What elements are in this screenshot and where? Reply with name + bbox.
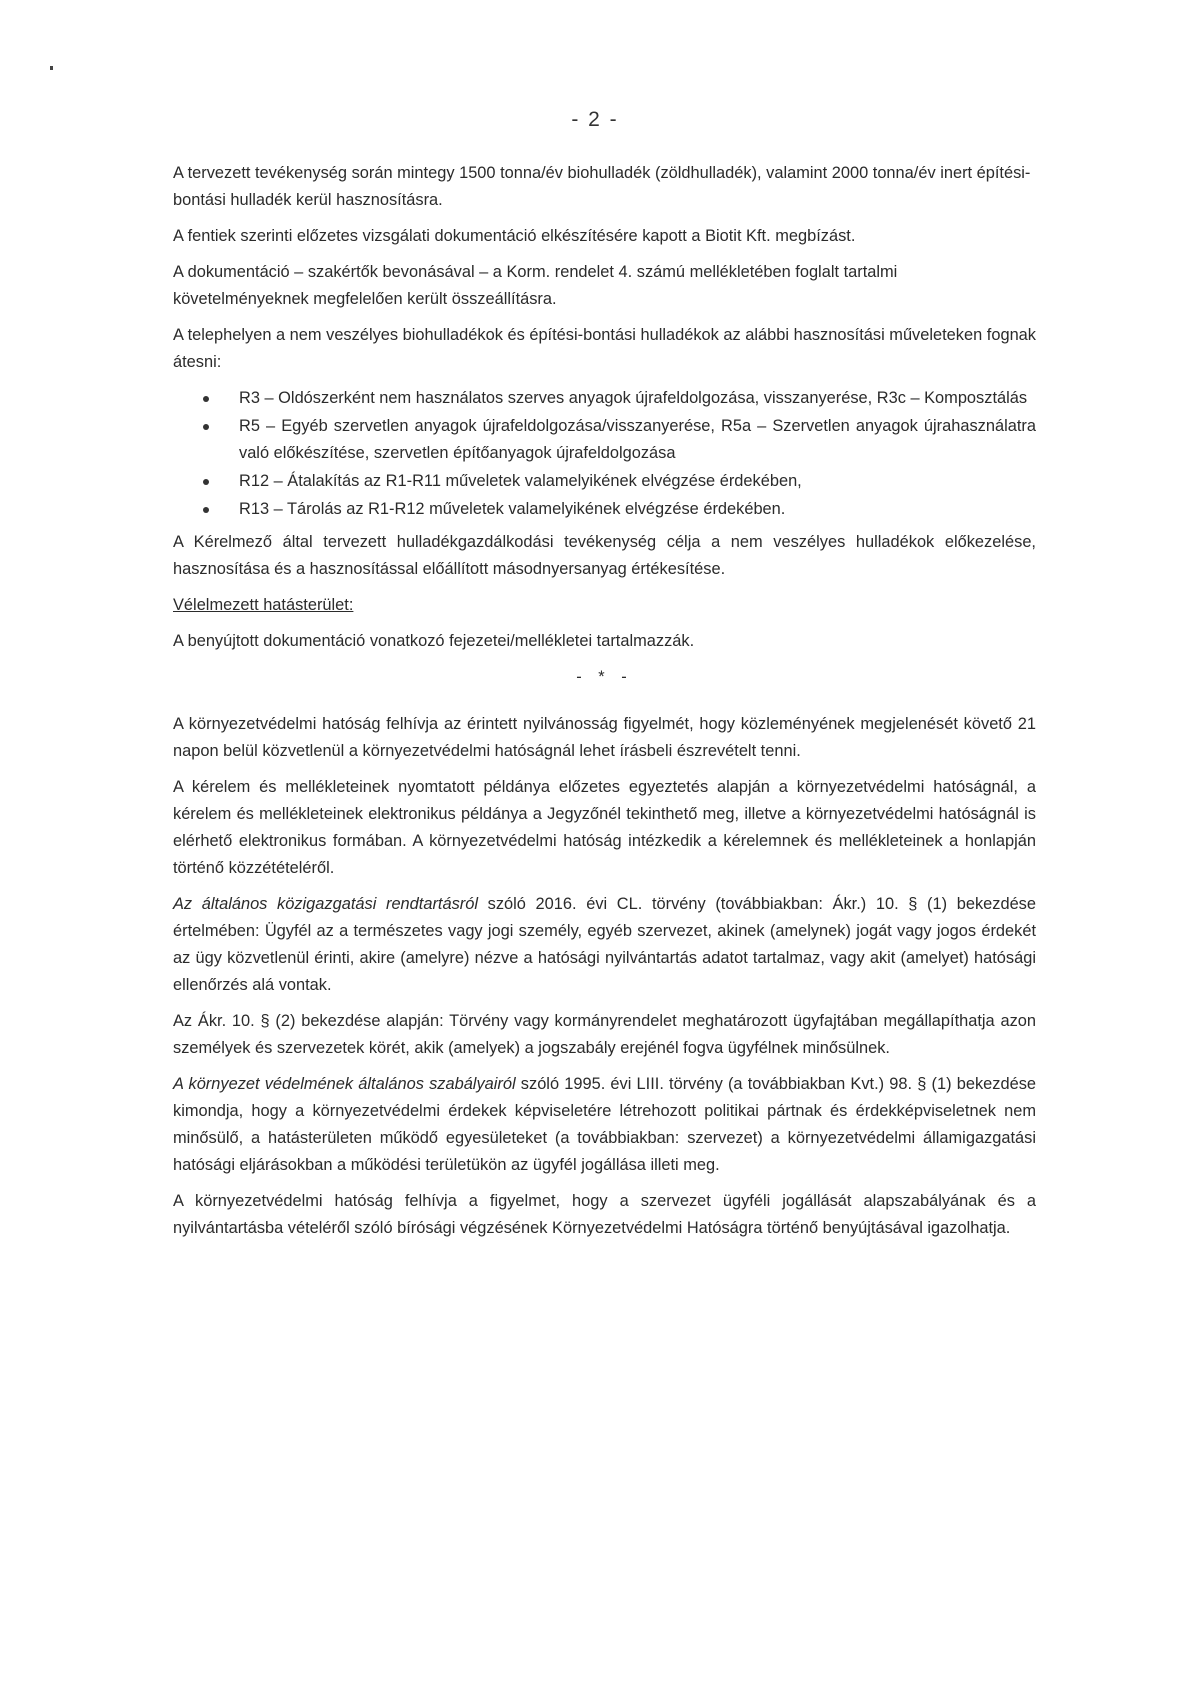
list-item: R5 – Egyéb szervetlen anyagok újrafeldolgozása/visszanyerése, R5a – Szervetlen anyagok újrahasználatra való előkészítése, szervetlen építőanyagok újrafeldolgozása: [203, 413, 1036, 467]
list-item: R13 – Tárolás az R1-R12 műveletek valamelyikének elvégzése érdekében.: [203, 496, 1036, 523]
paragraph-11-text: szóló 1995. évi LIII. törvény (a továbbiakban Kvt.) 98. § (1) bekezdése kimondja, hogy a környezetvédelmi érdekek képviseletére létrehozott politikai pártnak és érdekképviseletnek nem minősülő, a hatásterületen működő egyesületeket (a továbbiakban: szervezet) a környezetvédelmi államigazgatási hatósági eljárásokban a működési területükön az ügyfél jogállása illeti meg.: [173, 1075, 1037, 1174]
law-title-kvt: A környezet védelmének általános szabályairól: [173, 1075, 516, 1093]
paragraph-11: [173, 1071, 1036, 1179]
section-heading: Vélelmezett hatásterület:: [173, 596, 354, 614]
paragraph-9-text: szóló 2016. évi CL. törvény (továbbiakban: Ákr.) 10. § (1) bekezdése értelmében: Ügyfél az a természetes vagy jogi személy, egyéb szervezet, akinek (amelynek) jogát vagy jogos érdekét az ügy közvetlenül érinti, akire (amelyre) nézve a hatósági nyilvántartás adatot tartalmaz, vagy akit (amelyet) hatósági ellenőrzés alá vontak.: [173, 895, 1036, 994]
paragraph-2: A fentiek szerinti előzetes vizsgálati dokumentáció elkészítésére kapott a Biotit Kft. megbízást.: [173, 227, 856, 245]
paragraph-12: A környezetvédelmi hatóság felhívja a figyelmet, hogy a szervezet ügyféli jogállását alapszabályának és a nyilvántartásba vételéről szóló bírósági végzésének Környezetvédelmi Hatóságra történő benyújtásával igazolhatja.: [173, 1192, 1036, 1237]
paragraph-10: Az Ákr. 10. § (2) bekezdése alapján: Törvény vagy kormányrendelet meghatározott ügyfajtában megállapíthatja azon személyek és szervezetek körét, akik (amelyek) a jogszabály erejénél fogva ügyfélnek minősülnek.: [173, 1012, 1036, 1057]
scan-speck: [50, 66, 53, 70]
paragraph-7: A környezetvédelmi hatóság felhívja az érintett nyilvánosság figyelmét, hogy közleményének megjelenését követő 21 napon belül közvetlenül a környezetvédelmi hatóságnál lehet írásbeli észrevételt tenni.: [173, 715, 1036, 760]
paragraph-9: [173, 891, 1036, 999]
list-item: R3 – Oldószerként nem használatos szerves anyagok újrafeldolgozása, visszanyerése, R3c – Komposztálás: [203, 385, 1036, 412]
paragraph-3: A dokumentáció – szakértők bevonásával – a Korm. rendelet 4. számú mellékletében foglalt tartalmi követelményeknek megfelelően került összeállításra.: [173, 263, 898, 308]
paragraph-4: A telephelyen a nem veszélyes biohulladékok és építési-bontási hulladékok az alábbi hasznosítási műveleteken fognak átesni:: [173, 326, 1036, 371]
page-number: - 2 -: [571, 108, 619, 131]
paragraph-8: A kérelem és mellékleteinek nyomtatott példánya előzetes egyeztetés alapján a környezetvédelmi hatóságnál, a kérelem és mellékleteinek elektronikus példánya a Jegyzőnél tekinthető meg, illetve a környezetvédelmi hatóságnál is elérhető elektronikus formában. A környezetvédelmi hatóság intézkedik a kérelemnek és mellékleteinek a honlapján történő közzétételéről.: [173, 778, 1036, 877]
list-item: R12 – Átalakítás az R1-R11 műveletek valamelyikének elvégzése érdekében,: [203, 468, 1036, 495]
paragraph-1: A tervezett tevékenység során mintegy 1500 tonna/év biohulladék (zöldhulladék), valamint 2000 tonna/év inert építési-bontási hulladék kerül hasznosításra.: [173, 164, 1031, 209]
paragraph-6: A benyújtott dokumentáció vonatkozó fejezetei/mellékletei tartalmazzák.: [173, 632, 695, 650]
law-title-akr: Az általános közigazgatási rendtartásról: [173, 895, 478, 913]
paragraph-5: A Kérelmező által tervezett hulladékgazdálkodási tevékenység célja a nem veszélyes hulladékok előkezelése, hasznosítása és a hasznosítással előállított másodnyersanyag értékesítése.: [173, 533, 1036, 578]
operations-list: [173, 385, 1036, 523]
document-body: [173, 160, 1036, 1251]
separator: - * -: [576, 668, 633, 686]
